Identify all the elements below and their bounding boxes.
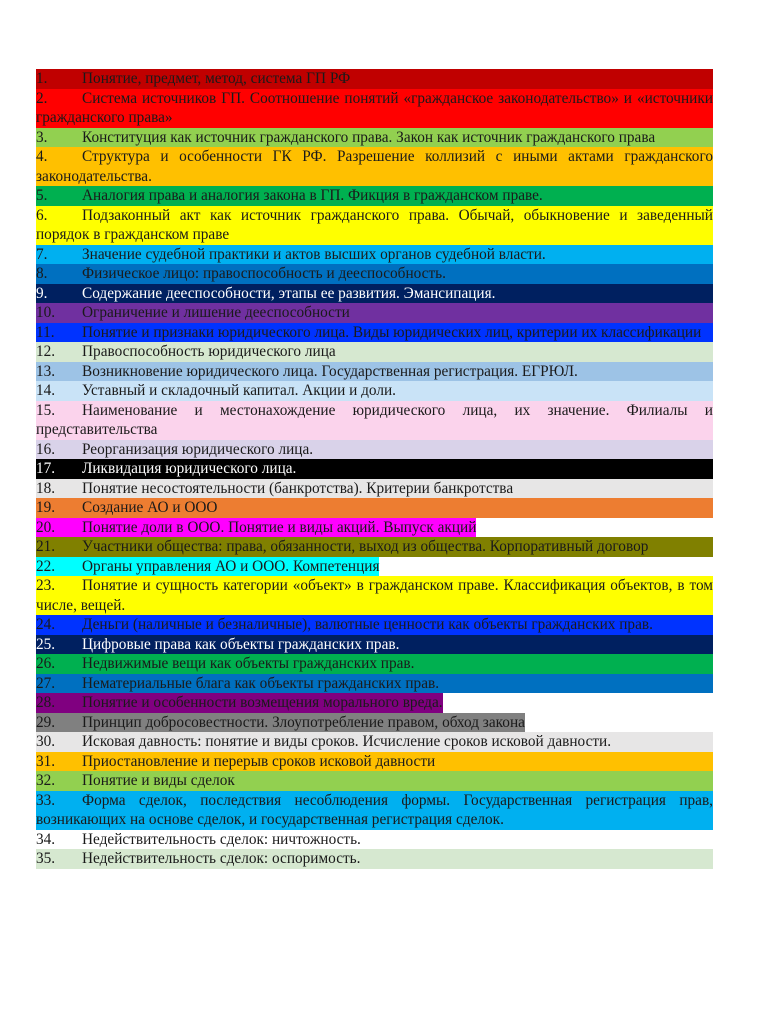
list-item bbox=[36, 186, 713, 206]
item-number: 9. bbox=[36, 284, 48, 302]
item-number: 28. bbox=[36, 694, 56, 711]
item-highlight bbox=[36, 401, 713, 440]
list-item bbox=[36, 791, 713, 830]
item-number: 18. bbox=[36, 479, 56, 497]
item-highlight bbox=[36, 635, 713, 655]
item-number: 14. bbox=[36, 382, 56, 399]
item-text: Приостановление и перерыв сроков исковой давности bbox=[82, 752, 436, 770]
item-highlight bbox=[36, 479, 713, 499]
item-number: 13. bbox=[36, 362, 56, 380]
list-item bbox=[36, 518, 713, 538]
item-highlight bbox=[36, 537, 713, 557]
item-number: 4. bbox=[36, 148, 48, 165]
list-item bbox=[36, 147, 713, 186]
item-number: 27. bbox=[36, 674, 56, 692]
list-item bbox=[36, 401, 713, 440]
list-item bbox=[36, 732, 713, 752]
item-text: Понятие и виды сделок bbox=[82, 772, 235, 789]
item-number: 8. bbox=[36, 265, 48, 282]
list-item bbox=[36, 557, 713, 577]
item-highlight bbox=[36, 303, 713, 323]
item-number: 19. bbox=[36, 499, 56, 516]
item-text: Содержание дееспособности, этапы ее развития. Эмансипация. bbox=[82, 284, 496, 302]
item-highlight bbox=[36, 128, 713, 148]
list-item bbox=[36, 459, 713, 479]
item-highlight bbox=[36, 284, 713, 304]
item-highlight bbox=[36, 323, 713, 343]
list-item bbox=[36, 206, 713, 245]
item-number: 20. bbox=[36, 518, 56, 536]
list-item bbox=[36, 849, 713, 869]
item-number: 6. bbox=[36, 206, 48, 224]
list-item bbox=[36, 342, 713, 362]
item-number: 23. bbox=[36, 577, 56, 594]
item-highlight bbox=[36, 186, 713, 206]
item-text: Структура и особенности ГК РФ. Разрешение коллизий с иными актами гражданского законодательства. bbox=[36, 148, 713, 185]
item-number: 31. bbox=[36, 752, 56, 770]
list-item bbox=[36, 362, 713, 382]
list-item bbox=[36, 771, 713, 791]
list-item bbox=[36, 615, 713, 635]
list-item bbox=[36, 245, 713, 265]
item-highlight bbox=[36, 264, 713, 284]
item-text: Система источников ГП. Соотношение понятий «гражданское законодательство» и «источники гражданского права» bbox=[36, 89, 713, 126]
list-item bbox=[36, 89, 713, 128]
item-highlight bbox=[36, 440, 713, 460]
item-text: Принцип добросовестности. Злоупотребление правом, обход закона bbox=[82, 713, 525, 731]
item-highlight bbox=[36, 518, 476, 538]
item-text: Наименование и местонахождение юридического лица, их значение. Филиалы и представительства bbox=[36, 401, 713, 438]
item-highlight bbox=[36, 206, 713, 245]
item-text: Создание АО и ООО bbox=[82, 499, 218, 516]
item-highlight bbox=[36, 654, 713, 674]
item-text: Реорганизация юридического лица. bbox=[82, 440, 314, 458]
item-highlight bbox=[36, 381, 713, 401]
item-text: Понятие и сущность категории «объект» в гражданском праве. Классификация объектов, в том числе, вещей. bbox=[36, 577, 713, 614]
item-text: Цифровые права как объекты гражданских прав. bbox=[82, 635, 400, 653]
item-text: Недействительность сделок: оспоримость. bbox=[82, 850, 361, 867]
item-text: Уставный и складочный капитал. Акции и доли. bbox=[82, 382, 396, 399]
list-item bbox=[36, 284, 713, 304]
item-highlight bbox=[36, 791, 713, 830]
item-text: Конституция как источник гражданского права. Закон как источник гражданского права bbox=[82, 128, 656, 146]
item-text: Понятие несостоятельности (банкротства). Критерии банкротства bbox=[82, 479, 514, 497]
item-highlight bbox=[36, 732, 713, 752]
list-item bbox=[36, 264, 713, 284]
item-number: 3. bbox=[36, 128, 48, 146]
item-highlight bbox=[36, 89, 713, 128]
item-highlight bbox=[36, 713, 525, 733]
item-highlight bbox=[36, 69, 713, 89]
item-number: 25. bbox=[36, 635, 56, 653]
item-number: 24. bbox=[36, 616, 56, 633]
item-text: Недвижимые вещи как объекты гражданских прав. bbox=[82, 655, 415, 672]
item-text: Аналогия права и аналогия закона в ГП. Фикция в гражданском праве. bbox=[82, 187, 543, 204]
item-number: 12. bbox=[36, 343, 56, 360]
item-highlight bbox=[36, 576, 713, 615]
item-text: Понятие и признаки юридического лица. Виды юридических лиц, критерии их классификации bbox=[82, 323, 702, 341]
item-number: 11. bbox=[36, 323, 55, 341]
list-item bbox=[36, 498, 713, 518]
list-item bbox=[36, 537, 713, 557]
list-item bbox=[36, 303, 713, 323]
item-text: Нематериальные блага как объекты гражданских прав. bbox=[82, 674, 440, 692]
item-number: 7. bbox=[36, 245, 48, 263]
list-item bbox=[36, 381, 713, 401]
item-number: 15. bbox=[36, 401, 56, 419]
list-item bbox=[36, 674, 713, 694]
list-item bbox=[36, 69, 713, 89]
item-highlight bbox=[36, 674, 713, 694]
item-highlight bbox=[36, 459, 713, 479]
list-item bbox=[36, 128, 713, 148]
item-text: Недействительность сделок: ничтожность. bbox=[82, 830, 361, 848]
item-highlight bbox=[36, 342, 713, 362]
item-text: Значение судебной практики и актов высших органов судебной власти. bbox=[82, 245, 546, 263]
list-item bbox=[36, 479, 713, 499]
list-item bbox=[36, 440, 713, 460]
item-number: 29. bbox=[36, 713, 56, 731]
item-text: Понятие доли в ООО. Понятие и виды акций. Выпуск акций bbox=[82, 518, 477, 536]
list-item bbox=[36, 576, 713, 615]
item-highlight bbox=[36, 752, 713, 772]
item-text: Понятие, предмет, метод, система ГП РФ bbox=[82, 70, 351, 87]
list-item bbox=[36, 693, 713, 713]
item-text: Правоспособность юридического лица bbox=[82, 343, 336, 360]
item-number: 35. bbox=[36, 850, 56, 867]
item-number: 16. bbox=[36, 440, 56, 458]
item-highlight bbox=[36, 557, 379, 577]
item-highlight bbox=[36, 693, 443, 713]
item-text: Форма сделок, последствия несоблюдения формы. Государственная регистрация прав, возникающих на основе сделок, и государственная регистрация сделок. bbox=[36, 791, 713, 828]
item-highlight bbox=[36, 362, 713, 382]
item-highlight bbox=[36, 498, 713, 518]
item-number: 2. bbox=[36, 89, 48, 107]
item-number: 1. bbox=[36, 70, 48, 87]
item-text: Органы управления АО и ООО. Компетенция bbox=[82, 557, 380, 575]
item-highlight bbox=[36, 147, 713, 186]
topic-list bbox=[36, 69, 713, 869]
item-highlight bbox=[36, 771, 713, 791]
item-number: 32. bbox=[36, 772, 56, 789]
item-text: Подзаконный акт как источник гражданского права. Обычай, обыкновение и заведенный порядок в гражданском праве bbox=[36, 206, 713, 243]
item-number: 5. bbox=[36, 187, 48, 204]
item-text: Участники общества: права, обязанности, выход из общества. Корпоративный договор bbox=[82, 538, 649, 555]
item-number: 26. bbox=[36, 655, 56, 672]
list-item bbox=[36, 635, 713, 655]
item-number: 22. bbox=[36, 557, 56, 575]
item-text: Ликвидация юридического лица. bbox=[82, 460, 297, 477]
item-text: Физическое лицо: правоспособность и дееспособность. bbox=[82, 265, 446, 282]
list-item bbox=[36, 713, 713, 733]
item-number: 30. bbox=[36, 733, 56, 750]
item-text: Деньги (наличные и безналичные), валютные ценности как объекты гражданских прав. bbox=[82, 616, 653, 633]
item-number: 10. bbox=[36, 304, 56, 321]
item-text: Возникновение юридического лица. Государственная регистрация. ЕГРЮЛ. bbox=[82, 362, 578, 380]
item-highlight bbox=[36, 615, 713, 635]
item-text: Ограничение и лишение дееспособности bbox=[82, 304, 350, 321]
list-item bbox=[36, 323, 713, 343]
item-text: Понятие и особенности возмещения морального вреда. bbox=[82, 694, 443, 711]
item-highlight bbox=[36, 245, 713, 265]
item-number: 21. bbox=[36, 538, 56, 555]
item-number: 34. bbox=[36, 830, 56, 848]
list-item bbox=[36, 752, 713, 772]
item-number: 33. bbox=[36, 791, 56, 809]
item-text: Исковая давность: понятие и виды сроков. Исчисление сроков исковой давности. bbox=[82, 733, 612, 750]
item-number: 17. bbox=[36, 460, 56, 477]
list-item bbox=[36, 830, 713, 850]
item-highlight bbox=[36, 830, 713, 850]
list-item bbox=[36, 654, 713, 674]
item-highlight bbox=[36, 849, 713, 869]
